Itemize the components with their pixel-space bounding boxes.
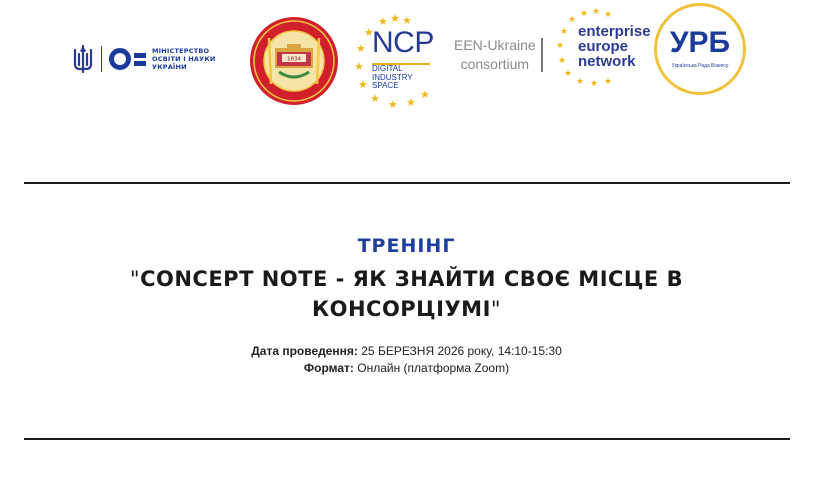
star-icon: ★	[420, 88, 430, 101]
ministry-logo	[72, 43, 216, 75]
event-format: Формат: Онлайн (платформа Zoom)	[303, 361, 510, 375]
event-details	[0, 343, 813, 377]
star-icon: ★	[576, 77, 585, 87]
ncp-title: NCP	[372, 26, 434, 59]
star-icon: ★	[356, 42, 366, 55]
event-kind: ТРЕНІНГ	[357, 235, 456, 257]
star-icon: ★	[560, 27, 569, 37]
star-icon: ★	[378, 15, 388, 28]
star-icon: ★	[358, 78, 368, 91]
star-icon: ★	[604, 77, 613, 87]
star-icon: ★	[580, 9, 589, 19]
event-title-line2: КОНСОРЦІУМІ	[311, 297, 491, 321]
ncp-subtitle: DIGITAL INDUSTRY SPACE	[372, 64, 413, 90]
mon-mark-icon	[109, 48, 146, 70]
star-icon: ★	[406, 96, 416, 109]
seal-year: 1834	[287, 56, 301, 63]
divider	[101, 46, 102, 72]
event-title: "CONCEPT NOTE - ЯК ЗНАЙТИ СВОЄ МІСЦЕ В КОНСОРЦІУМІ"	[129, 267, 684, 321]
star-icon: ★	[354, 60, 364, 73]
een-divider	[541, 38, 543, 72]
top-divider	[24, 182, 790, 184]
star-icon: ★	[564, 69, 573, 79]
star-icon: ★	[388, 98, 398, 111]
star-icon: ★	[592, 7, 601, 17]
bottom-divider	[24, 438, 790, 440]
university-seal-icon	[249, 16, 339, 106]
ministry-name: МІНІСТЕРСТВО ОСВІТИ І НАУКИ УКРАЇНИ	[152, 47, 216, 71]
urb-title: УРБ	[669, 26, 731, 59]
partner-logos	[0, 0, 813, 120]
star-icon: ★	[604, 10, 613, 20]
star-icon: ★	[390, 12, 400, 25]
event-title-line1: CONCEPT NOTE - ЯК ЗНАЙТИ СВОЄ МІСЦЕ В	[140, 267, 684, 291]
enterprise-network-name: enterprise europe network	[578, 23, 651, 70]
star-icon: ★	[364, 26, 374, 39]
urb-logo	[654, 3, 746, 95]
een-ukraine-logo: EEN-Ukraine consortium	[454, 37, 536, 72]
star-icon: ★	[568, 15, 577, 25]
star-icon: ★	[558, 56, 567, 66]
star-icon: ★	[590, 79, 599, 89]
event-date: Дата проведення: 25 БЕРЕЗНЯ 2026 року, 14:10-15:30	[251, 344, 562, 358]
star-icon: ★	[402, 14, 412, 27]
enterprise-europe-network-logo	[556, 7, 651, 93]
star-icon: ★	[556, 41, 565, 51]
ncp-logo	[352, 13, 432, 109]
urb-subtitle: Українська Рада Бізнесу	[671, 63, 729, 69]
trident-icon	[72, 44, 94, 74]
star-icon: ★	[370, 92, 380, 105]
